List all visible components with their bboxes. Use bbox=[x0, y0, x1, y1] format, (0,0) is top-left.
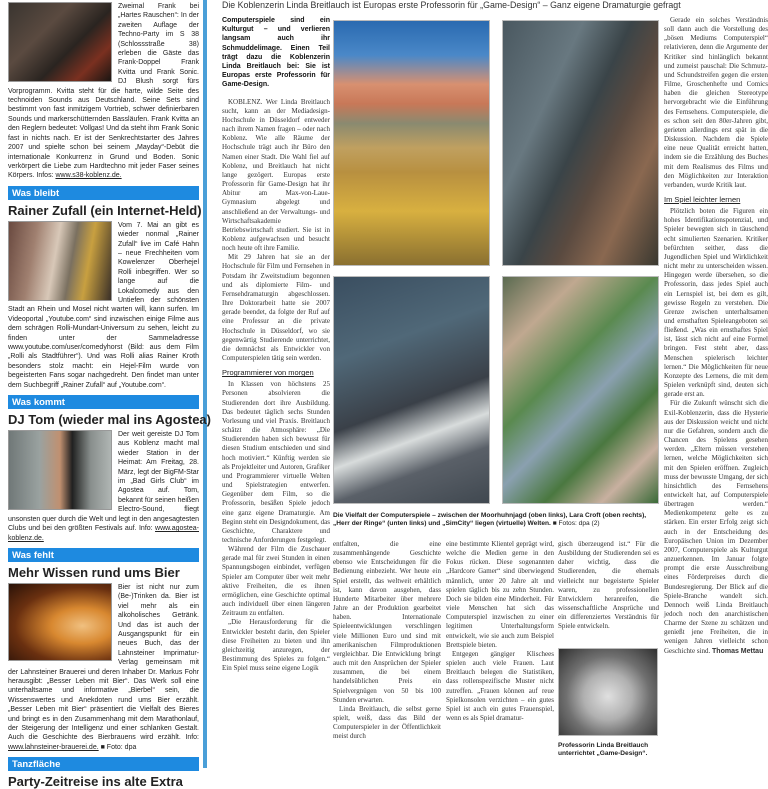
paragraph: Linda Breitlauch, die selbst gerne spielt, weiß, dass das Bild der Computerspieler in der Öffentlichkeit meist durch bbox=[333, 704, 441, 741]
article-column-3 bbox=[446, 540, 554, 768]
section-bar-was-kommt: Was kommt bbox=[8, 395, 199, 409]
section-bar-was-fehlt: Was fehlt bbox=[8, 548, 199, 562]
headline-rainer-zufall: Rainer Zufall (ein Internet-Held) bbox=[8, 202, 202, 218]
sidebar-text-bier: Bier ist nicht nur zum (Be-)Trinken da. Bier ist viel mehr als ein alkoholisches Getränk. Und das ist auch der Ausgangspunkt für ein neues Buch, das der Lahnsteiner Imprimatur-Verlag gemeinsam mit der Lahnsteiner Brauerei und deren Inhaber Dr. Markus Fohr herausgibt: „Besser Leben mit Bier“. Das Werk soll eine unterhaltsame und informative „Bierbel“ sein, die Wissenswertes und Anekdoten rund ums Bier erzählt. „Besser Leben mit Bier“ präsentiert die Vielfalt des Bieres und bringt es in den Zusammenhang mit dem Marathonlauf, der Steigerung der Intelligenz und einer schlanken Gestalt. Auch die Geschichte des Bierbrauens wird erzählt. Info: www.lahnsteiner-brauerei.de. ■ Foto: dpa bbox=[8, 583, 199, 751]
dj-frank-photo bbox=[8, 2, 112, 82]
simcity-image bbox=[502, 276, 659, 504]
sidebar-text-tom: Der weit gereiste DJ Tom aus Koblenz macht mal wieder Station in der Heimat: Am Freitag, 28. März, legt der BigFM-Star im „Bad Girls Club“ im Agostea auf. Tom, bekannt für seinen heißen Electro-Sound, fliegt unsonsten quer durch die Welt und legt in den angesagtesten Clubs und bei den größten Festivals auf. Info: www.agostea-koblenz.de. bbox=[8, 431, 199, 542]
sidebar-text-rainer: Vom 7. Mai an gibt es wieder nonmal „Rainer Zufall“ live im Café Hahn – neue Frechheiten vom Kowelenzer Oberhejel Rolli inbegriffen. Wer so lange auf die Lokalcomedy aus den Untiefen der schönsten Stadt an Rhein und Mosel nicht warten will, kann surfen. Im Videoportal „Youtube.com“ sind inzwischen einige Filme aus dem schrägen Rolli-Mundart-Universum zu sehen, leicht zu finden unter der Sammeladresse www.youtube.com/user/comedyhorst (Bild: aus dem Film „Rolli als Stadtführer“). Und was Rolli alias Rainer Kroth besonders stolz macht: ein Hejel-Film wurde von begeisterten Fans sogar nachgedreht. Den findet man unter dem Suchbegriff „Rainer Zufall“ auf „Youtube.com“. bbox=[8, 221, 199, 389]
moorhuhn-image bbox=[333, 20, 490, 266]
article-lead: Computerspiele sind ein Kulturgut – und verlieren langsam auch ihr Schmuddelimage. Einen Teil trägt dazu die Koblenzerin Linda Breitlauch bei: Sie ist Europas erste Professorin für Game-Design. bbox=[222, 17, 330, 89]
sidebar-block-bier bbox=[8, 583, 199, 752]
paragraph: „Die Herausforderung für die Entwickler besteht darin, den Spieler diese Freiheiten zu bieten und ihn gleichzeitig anzuregen, der Bestimmung des Spieles zu folgen.“ Ein Spiel muss seine eigene Logik bbox=[222, 618, 330, 673]
sidebar-column bbox=[0, 0, 211, 789]
paragraph: entfalten, die eine zusammenhängende Geschichte ebenso wie Entscheidungen für die Bedienung einbezieht. Wer heute ein Spiel erstellt, das weltweit erhältlich ist, kann davon ausgehen, dass Hunderte Mitarbeiter über mehrere Jahre an der Produktion gearbeitet haben. Internationale Spieleentwicklungen verschlingen viele Millionen Euro und sind mit amerikanischen Filmproduktionen vergleichbar. Die Entwicklung bringt auch mit den Ansprüchen der Spieler zusammen, die bei einem handelsüblichen Preis ein Spielvergnügen von 50 bis 100 Stunden erwarten. bbox=[333, 540, 441, 704]
paragraph: gisch überzeugend ist.“ Für die Ausbildung der Studierenden sei es daher wichtig, dass die Studierenden, die ehemals vielleicht nur begeisterte Spieler waren, zu professionellen Entwicklern heranreifen, die wissenschaftliche Ansprüche und ein differenziertes Verständnis für Spiele entwickeln. bbox=[558, 540, 659, 631]
paragraph: KOBLENZ. Wer Linda Breitlauch sucht, kann an der Mediadesign-Hochschule in Düsseldorf entweder nach ihrem Namen fragen – oder nach Koblenz. Wie alle Räume der Hochschule trägt auch ihr Büro den Namen einer Stadt. Die Wahl fiel auf Koblenz, und Breitlauch hat nicht lange gezögert. Europas erste Professorin für Game-Design hat ihr Abitur am Max-von-Laue-Gymnasium abgelegt und anschließend an der Verwaltungs- und Wirtschaftsakademie Betriebswirtschaft studiert. Sie ist in Koblenz aufgewachsen und besucht noch heute oft ihre Familie. bbox=[222, 97, 330, 253]
article-column-4 bbox=[664, 16, 768, 768]
article-kicker: Die Koblenzerin Linda Breitlauch ist Europas erste Professorin für „Game-Design“ – Ganz eigene Dramaturgie gefragt bbox=[222, 0, 681, 10]
s38-link[interactable]: www.s38-koblenz.de. bbox=[55, 172, 122, 180]
article-column-1 bbox=[222, 16, 330, 768]
sidebar-block-frank bbox=[8, 0, 199, 181]
agostea-link[interactable]: www.agostea-koblenz.de. bbox=[8, 525, 199, 542]
lara-croft-image bbox=[502, 20, 659, 266]
portrait-caption: Professorin Linda Breitlauch unterrichtet „Game-Design“. bbox=[558, 742, 649, 758]
article-column-3b bbox=[558, 540, 659, 640]
paragraph: Während der Film die Zuschauer gerade mal für zwei Stunden in einen Spannungsbogen einbindet, verfügen Spieler am Computer über weit mehr aktive Freiheiten, die es ihnen ermöglichen, eine Geschichte optimal auch individuell über einen längeren Zeitraum zu entfalten. bbox=[222, 545, 330, 618]
beer-glass-photo bbox=[8, 583, 112, 661]
video-still-photo bbox=[8, 221, 112, 301]
paragraph: Entgegen gängiger Klischees spielen auch viele Frauen. Laut Breitlauch belegen die Statistiken, dass rollenspezifische Muster nicht zutreffen. „Frauen können auf reue Spielkonsolen verzichten – ein gutes Spiel ist auch ein gutes Frauenspiel, wenn es als Spiel dramatur- bbox=[446, 649, 554, 722]
sidebar-text-frank: Zweimal Frank bei „Hartes Rauschen“: In der zweiten Auflage der Techno-Party im S 38 (Schlossstraße 38) erleben die Gäste das Frank-Doppel Frank Kvitta und Frank Sonic. DJ Blush sorgt fürs Vorprogramm. Kvitta steht für die harte, wilde Seite des technoiden Sounds aus Deutschland. Seine Sets sind bestimmt von fast inmitzigem Vortrieb, schwer definierbaren Sounds und markerschütternden Bassläufen. Frank Kvitta an den Reglern bedeutet: Vollgas! Und da steht ihm Frank Sonic fast in nichts nach. Er ist der Senkrechtstarter des Jahres 2007 und spielte schon bei seinem „Mayday“-Debüt die internationale Konkurrenz in Grund und Boden. Sonic verkörpert die Liebe zum Hardtechno mit jeder Faser seines Körpers. Infos: www.s38-koblenz.de. bbox=[8, 3, 199, 180]
paragraph: In Klassen von höchstens 25 Personen absolvieren die Studierenden dort ihre Ausbildung. Das bedeutet täglich sechs Stunden Vorlesung und viel Praxis. Breitlauch schätzt die Atmosphäre: „Die Studierenden haben sich bewusst für diesen Studium entschieden und sind hoch motiviert.“ Künftig werden sie als Projektleiter und Autoren, Grafiker und Programmierer virtuelle Welten und Spielstrategien entwerfen. Gegenüber dem Film, so die Professorin, besäßen Spiele jedoch eine ganz eigene Dramaturgie. Am Beginn steht ein Designdokument, das Geschichte, Charaktere und technische Anforderungen festgelegt. bbox=[222, 380, 330, 544]
article-column-2 bbox=[333, 540, 441, 768]
linda-breitlauch-portrait bbox=[558, 648, 658, 736]
paragraph: Mit 29 Jahren hat sie an der Hochschule für Film und Fernsehen in Potsdam ihr Zweitstudium begonnen und als diplomierte Film- und Fernsehdramaturgin abgeschlossen. Ihre Doktorarbeit hatte sie 2007 gerade beendet, da folgte der Ruf auf eine Professur an die private Hochschule in Düsseldorf, wo sie gegenwärtig Studierende unterrichtet, die demnächst als Entwickler von Computerspielen tätig sein werden. bbox=[222, 253, 330, 362]
main-article bbox=[212, 0, 768, 768]
subheading-programmierer: Programmierer von morgen bbox=[222, 368, 314, 378]
herr-der-ringe-image bbox=[333, 276, 490, 504]
paragraph: eine bestimmte Klientel geprägt wird, welche die Medien gerne in den Fokus rücken. Diese sogenannten „Hardcore Gamer“ sind überwiegend männlich, unter 20 Jahre alt und spielen täglich bis zu zehn Stunden. Doch sie bilden eine Minderheit. Für viele Menschen hat sich das Computerspiel inzwischen zu einer legitimen Unterhaltungsform entwickelt, wie sie auch zum Beispiel Brettspiele bieten. bbox=[446, 540, 554, 649]
sidebar-block-rainer bbox=[8, 221, 199, 390]
lahnsteiner-link[interactable]: www.lahnsteiner-brauerei.de. bbox=[8, 743, 99, 751]
section-bar-was-bleibt: Was bleibt bbox=[8, 186, 199, 200]
paragraph: Plötzlich boten die Figuren ein hohes Identifikationspotenzial, und Spieler bewegten sich in täuschend echt simulierten Szenarien. Kritiker befürchten seither, dass die Jugendlichen Spiel und Wirklichkeit nicht mehr zu unterscheiden wissen. Hingegen werde übersehen, so die Professorin, dass jedes Spiel auch ein Lernspiel ist, bei dem es gilt, gewisse Regeln zu verstehen. Die Grenze zwischen unterhaltsamen und ernsthaften Spieleangeboten sei fließend. „Was ein ernsthaftes Spiel ist, lässt sich nicht auf eine Formel bringen. Fest steht aber, dass Menschen spielerisch leichter lernen.“ Die Möglichkeiten für neue Konzepte des Lernens, die mit dem Spielen verknüpft sind, deuten sich gerade erst an. bbox=[664, 207, 768, 399]
headline-dj-tom: DJ Tom (wieder mal ins Agostea) bbox=[8, 412, 211, 428]
headline-bier: Mehr Wissen rund ums Bier bbox=[8, 564, 180, 580]
paragraph: Gerade ein solches Verständnis soll dann auch die Vorstellung des „bösen Mediums Computerspiel“ relativieren, denn die Argumente der Kritiker sind hinlänglich bekannt und zumeist pauschal: Die Schmutz- und Schundstreifen gegen die ersten Filme, Groschenhefte und Comics haben die gleichen Stereotype hervorgebracht wie die Einführung des Fernsehens. Computerspiele, die es schon seit den 80er-Jahren gibt, gerieten allerdings erst spät in die Diskussion. Nachdem die Spiele eine neue Qualität erreicht hatten, indem sie die Erzählung des Buches mit dem Realismus des Films und den Möglichkeiten zur Interaktion verbanden, wurde Kritik laut. bbox=[664, 16, 768, 189]
section-bar-tanzflaeche: Tanzfläche bbox=[8, 757, 199, 771]
sidebar-block-tom bbox=[8, 430, 199, 543]
dj-tom-photo bbox=[8, 430, 112, 510]
author-name: Thomas Mettau bbox=[712, 647, 764, 655]
headline-party-zeitreise: Party-Zeitreise ins alte Extra bbox=[8, 774, 183, 789]
subheading-im-spiel: Im Spiel leichter lernen bbox=[664, 194, 741, 204]
paragraph: Für die Zukunft wünscht sich die Exil-Koblenzerin, dass die Hysterie aus der Diskussion weicht und nicht nur die Gefahren, sondern auch die Chancen des Spielens gesehen werden. „Eltern müssen verstehen lernen, welche Möglichkeiten sich mit den Spielen eröffnen. Zugleich muss der bewusste Umgang, der sich hinsichtlich des Fernsehens entwickelt hat, auf Computerspiele übertragen werden.“ Medienkompetenz gelte es zu stärken. Ein erster Erfolg zeigt sich auch in der Entscheidung des Europäischen Union im Dezember 2007, Computerspiele als Kulturgut anzuerkennen. Im Januar folgte prompt die erste Ausschreibung eines Förderpreises durch die Bundesregierung. Der Blick auf die Spiele-Branche wandelt sich. Dennoch weiß Linda Breitlauch jedoch noch den anarchistischen Charme der Szene zu schätzen und genießt jene Freiheiten, die in wenigen Jahren vielleicht schon Geschichte sind. Thomas Mettau bbox=[664, 399, 768, 655]
image-caption: Die Vielfalt der Computerspiele – zwischen der Moorhuhnjagd (oben links), Lara Croft (oben rechts), „Herr der Ringe“ (unten links) und „SimCity“ liegen (virtuelle) Welten. ■ Fotos: dpa (2) bbox=[333, 512, 647, 528]
